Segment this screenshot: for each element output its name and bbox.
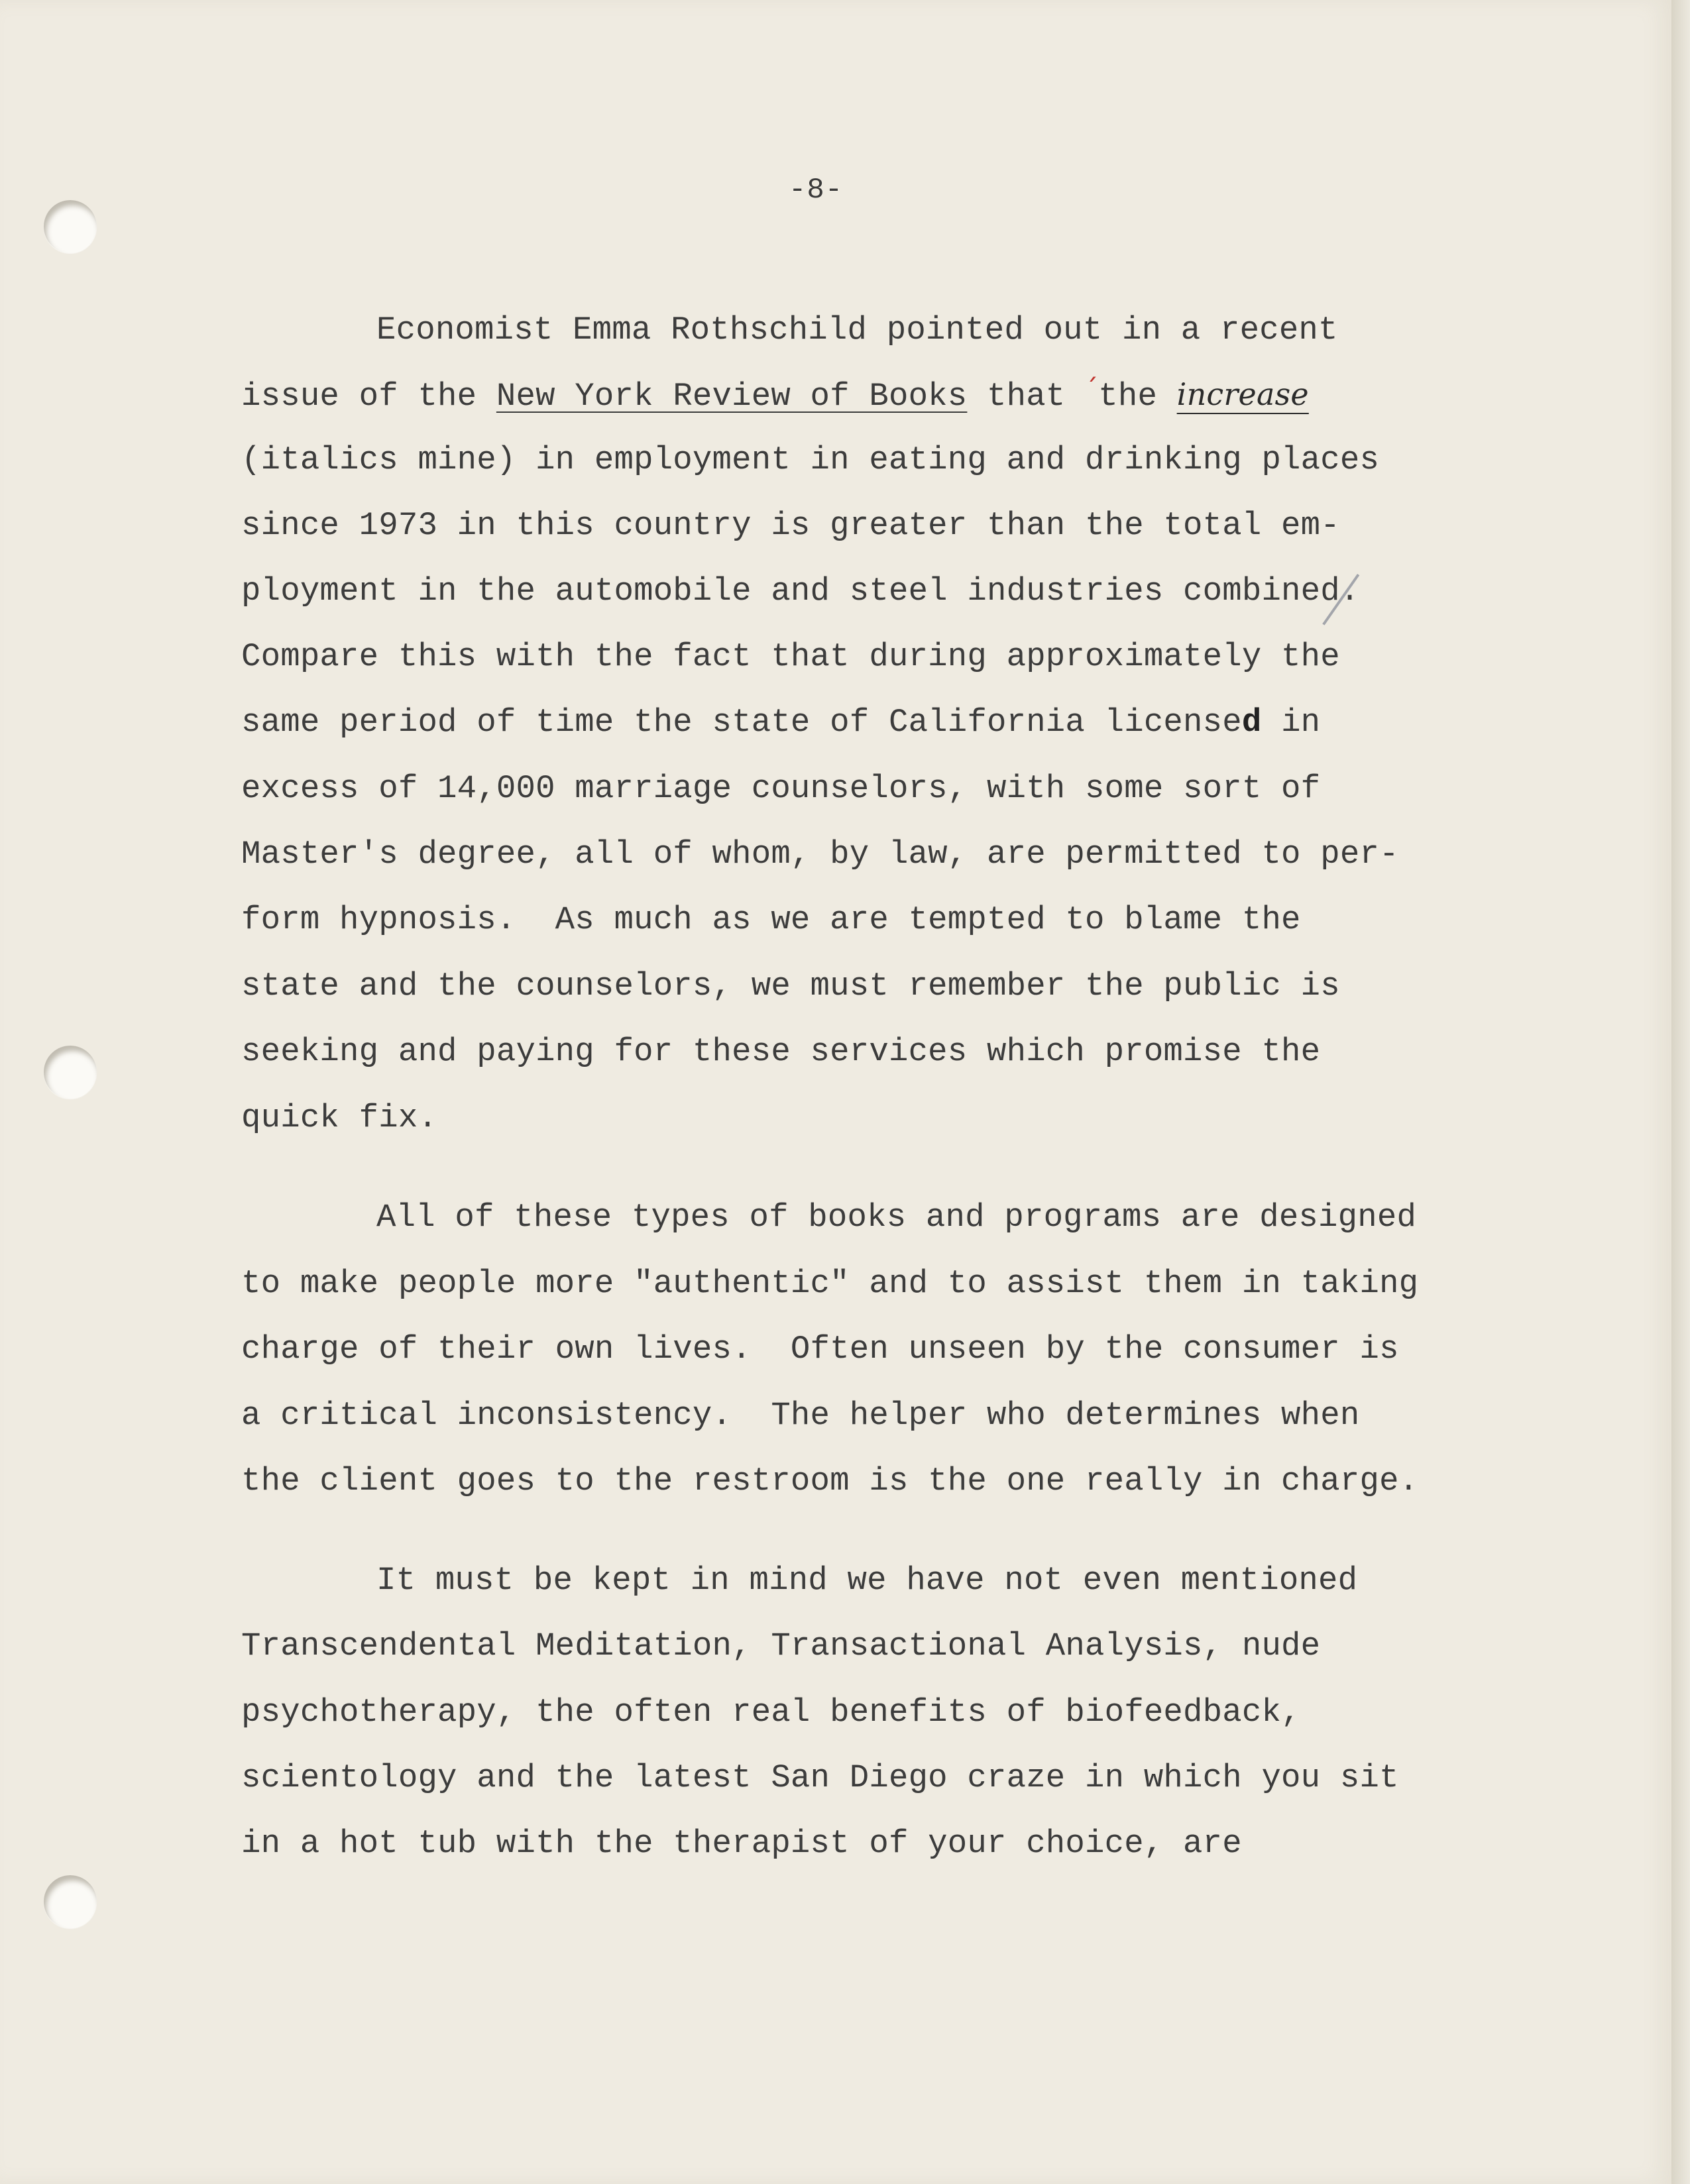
page-edge bbox=[1671, 0, 1690, 2184]
paragraph-2-line-5: the client goes to the restroom is the one really in charge. bbox=[241, 1462, 1419, 1500]
handwritten-correction: d bbox=[1241, 704, 1262, 741]
line-text: in bbox=[1261, 704, 1321, 741]
handwritten-word: increase bbox=[1176, 376, 1309, 412]
paragraph-1-line-2 bbox=[241, 374, 1309, 416]
paragraph-3-line-3: psychotherapy, the often real benefits of biofeedback, bbox=[241, 1694, 1301, 1731]
paragraph-2-line-2: to make people more "authentic" and to assist them in taking bbox=[241, 1265, 1419, 1302]
paragraph-3-line-5: in a hot tub with the therapist of your choice, are bbox=[241, 1825, 1242, 1862]
line-text: issue of the bbox=[241, 378, 496, 415]
paragraph-1-line-11: state and the counselors, we must remember the public is bbox=[241, 967, 1340, 1005]
paragraph-2-line-4: a critical inconsistency. The helper who determines when bbox=[241, 1397, 1360, 1434]
paragraph-3-line-2: Transcendental Meditation, Transactional Analysis, nude bbox=[241, 1627, 1321, 1665]
punch-hole bbox=[44, 1046, 97, 1099]
red-quote-mark: ˊ bbox=[1085, 374, 1099, 405]
punch-hole bbox=[44, 200, 97, 253]
publication-title: New York Review of Books bbox=[496, 378, 968, 415]
paragraph-1-line-9: Master's degree, all of whom, by law, are permitted to per- bbox=[241, 836, 1399, 873]
paragraph-1-line-1: Economist Emma Rothschild pointed out in a recent bbox=[376, 311, 1338, 349]
paragraph-3-line-1: It must be kept in mind we have not even mentioned bbox=[376, 1562, 1358, 1599]
page-number: -8- bbox=[789, 174, 844, 207]
paragraph-1-line-13: quick fix. bbox=[241, 1099, 438, 1136]
punch-hole bbox=[44, 1875, 97, 1928]
line-text: the bbox=[1098, 378, 1177, 415]
paragraph-1-line-12: seeking and paying for these services which promise the bbox=[241, 1033, 1321, 1070]
paragraph-1-line-5: ployment in the automobile and steel industries combined. bbox=[241, 573, 1360, 610]
paragraph-1-line-8: excess of 14,000 marriage counselors, with some sort of bbox=[241, 770, 1321, 807]
paragraph-2-line-3: charge of their own lives. Often unseen by the consumer is bbox=[241, 1331, 1399, 1368]
paragraph-1-line-6: Compare this with the fact that during approximately the bbox=[241, 638, 1340, 675]
line-text: that bbox=[967, 378, 1086, 415]
paragraph-3-line-4: scientology and the latest San Diego craze in which you sit bbox=[241, 1759, 1399, 1796]
paragraph-1-line-3: (italics mine) in employment in eating and drinking places bbox=[241, 441, 1380, 478]
line-text: same period of time the state of California license bbox=[241, 704, 1242, 741]
paragraph-1-line-10: form hypnosis. As much as we are tempted to blame the bbox=[241, 901, 1301, 938]
paragraph-1-line-7 bbox=[241, 702, 1320, 742]
paragraph-2-line-1: All of these types of books and programs are designed bbox=[376, 1199, 1417, 1236]
paragraph-1-line-4: since 1973 in this country is greater than the total em- bbox=[241, 507, 1340, 544]
